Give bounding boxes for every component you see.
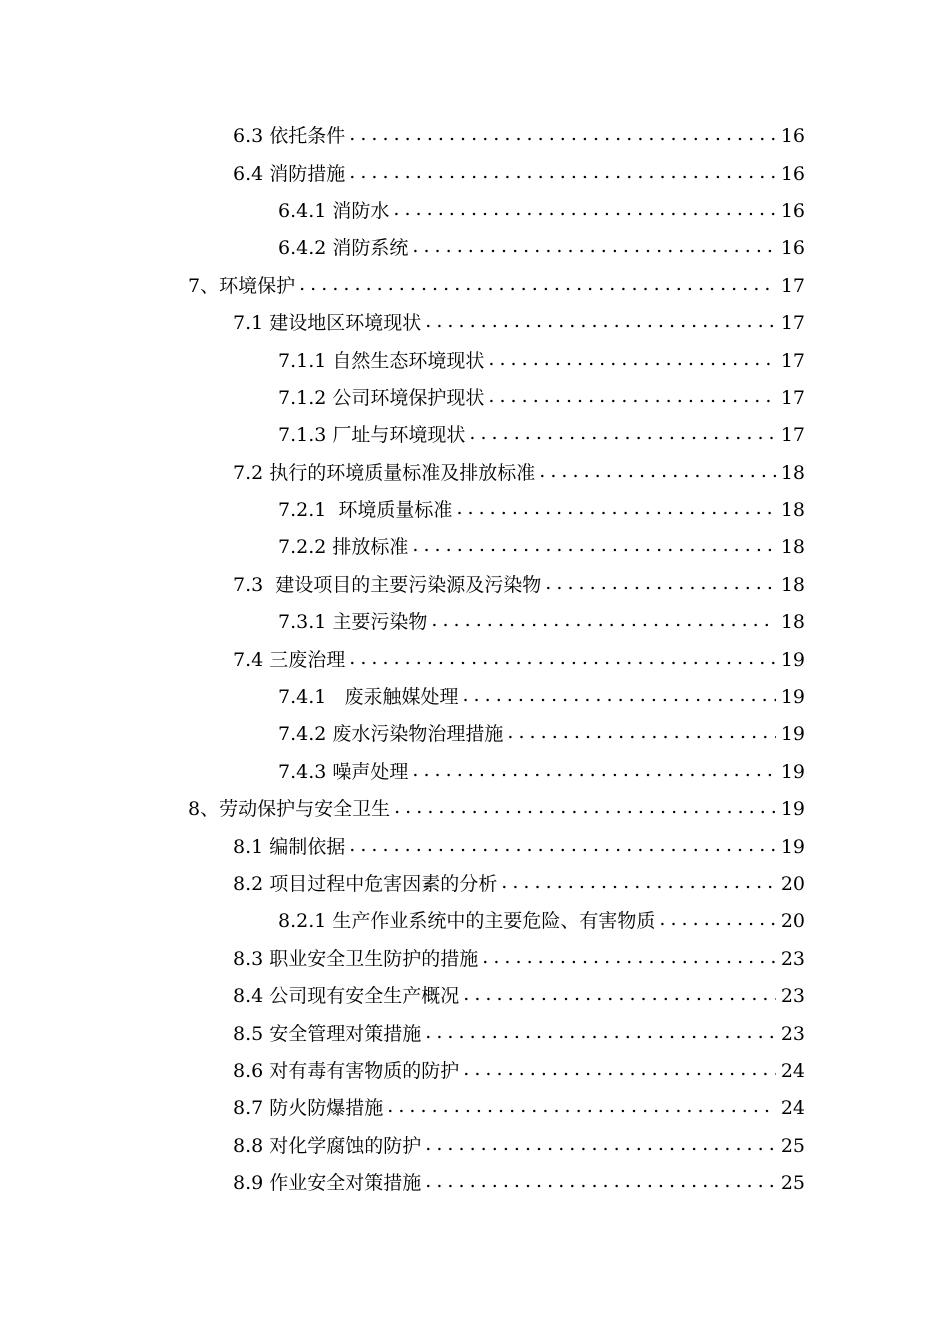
- toc-entry-page-number: 18: [780, 611, 805, 634]
- toc-dot-leader: [412, 239, 776, 258]
- toc-entry-title: 8.1 编制依据: [233, 835, 346, 858]
- toc-entry[interactable]: [0, 193, 950, 230]
- toc-entry[interactable]: [0, 903, 950, 940]
- toc-entry-page-number: 16: [780, 125, 805, 148]
- toc-entry[interactable]: [0, 679, 950, 716]
- toc-entry[interactable]: [0, 941, 950, 978]
- toc-entry-title: 7.2 执行的环境质量标准及排放标准: [233, 461, 536, 484]
- toc-entry-title: 7.4.2 废水污染物治理措施: [278, 723, 504, 746]
- toc-entry-title: 8.3 职业安全卫生防护的措施: [233, 947, 479, 970]
- toc-entry-title: 8.6 对有毒有害物质的防护: [233, 1059, 460, 1082]
- toc-entry-title: 7.2.1 环境质量标准: [278, 499, 453, 522]
- toc-entry-page-number: 18: [780, 461, 805, 484]
- toc-entry[interactable]: [0, 305, 950, 342]
- toc-entry-page-number: 23: [780, 947, 805, 970]
- toc-entry[interactable]: [0, 978, 950, 1015]
- toc-entry-title: 8、劳动保护与安全卫生: [188, 798, 391, 821]
- toc-dot-leader: [501, 875, 776, 894]
- toc-entry[interactable]: [0, 380, 950, 417]
- toc-entry-page-number: 18: [780, 536, 805, 559]
- toc-entry-page-number: 24: [780, 1097, 805, 1120]
- toc-entry-title: 7.4.3 噪声处理: [278, 760, 409, 783]
- toc-dot-leader: [659, 912, 776, 931]
- toc-entry-page-number: 25: [780, 1134, 805, 1157]
- toc-entry[interactable]: [0, 1165, 950, 1202]
- toc-entry[interactable]: [0, 641, 950, 678]
- toc-entry-title: 8.4 公司现有安全生产概况: [233, 985, 460, 1008]
- toc-entry[interactable]: [0, 828, 950, 865]
- toc-entry[interactable]: [0, 1128, 950, 1165]
- toc-entry[interactable]: [0, 866, 950, 903]
- toc-entry-page-number: 17: [780, 349, 805, 372]
- toc-entry-page-number: 17: [780, 386, 805, 409]
- toc-entry[interactable]: [0, 604, 950, 641]
- toc-entry-title: 7.1.3 厂址与环境现状: [278, 424, 466, 447]
- toc-entry-page-number: 17: [780, 312, 805, 335]
- toc-entry[interactable]: [0, 118, 950, 155]
- toc-entry-page-number: 24: [780, 1059, 805, 1082]
- toc-dot-leader: [387, 1099, 776, 1118]
- toc-entry-page-number: 25: [780, 1172, 805, 1195]
- toc-entry[interactable]: [0, 455, 950, 492]
- table-of-contents: [0, 118, 950, 1202]
- toc-entry-title: 7.1.2 公司环境保护现状: [278, 386, 485, 409]
- toc-entry[interactable]: [0, 567, 950, 604]
- toc-entry-page-number: 23: [780, 985, 805, 1008]
- toc-entry[interactable]: [0, 1090, 950, 1127]
- toc-entry-title: 8.9 作业安全对策措施: [233, 1172, 422, 1195]
- toc-entry-title: 7.2.2 排放标准: [278, 536, 409, 559]
- toc-entry[interactable]: [0, 417, 950, 454]
- toc-entry-page-number: 17: [780, 274, 805, 297]
- toc-dot-leader: [456, 501, 776, 520]
- toc-entry-title: 8.8 对化学腐蚀的防护: [233, 1134, 422, 1157]
- toc-dot-leader: [412, 538, 776, 557]
- toc-entry-title: 7、环境保护: [188, 274, 296, 297]
- toc-dot-leader: [425, 1137, 776, 1156]
- toc-dot-leader: [539, 464, 776, 483]
- toc-entry-page-number: 20: [780, 873, 805, 895]
- toc-entry[interactable]: [0, 342, 950, 379]
- toc-entry-title: 7.3 建设项目的主要污染源及污染物: [233, 573, 542, 596]
- toc-dot-leader: [431, 613, 776, 632]
- toc-entry-page-number: 17: [780, 424, 805, 447]
- toc-dot-leader: [349, 165, 776, 184]
- toc-dot-leader: [463, 1062, 776, 1081]
- toc-dot-leader: [425, 1174, 776, 1193]
- toc-dot-leader: [393, 202, 776, 221]
- toc-entry-title: 8.7 防火防爆措施: [233, 1097, 384, 1120]
- toc-entry-title: 6.3 依托条件: [233, 125, 346, 148]
- toc-entry[interactable]: [0, 155, 950, 192]
- toc-entry-title: 7.4.1 废汞触媒处理: [278, 686, 459, 709]
- toc-dot-leader: [394, 800, 776, 819]
- toc-entry[interactable]: [0, 268, 950, 305]
- toc-entry-page-number: 19: [780, 686, 805, 709]
- toc-entry-title: 7.1.1 自然生态环境现状: [278, 349, 485, 372]
- toc-entry-page-number: 16: [780, 237, 805, 260]
- toc-entry-page-number: 16: [780, 162, 805, 185]
- toc-entry-page-number: 16: [780, 199, 805, 222]
- toc-entry-page-number: 19: [780, 798, 805, 821]
- toc-entry[interactable]: [0, 754, 950, 791]
- toc-entry-page-number: 18: [780, 573, 805, 596]
- toc-dot-leader: [463, 987, 776, 1006]
- toc-dot-leader: [469, 426, 776, 445]
- toc-entry[interactable]: [0, 716, 950, 753]
- toc-entry[interactable]: [0, 1015, 950, 1052]
- toc-dot-leader: [462, 688, 776, 707]
- toc-dot-leader: [349, 838, 776, 857]
- toc-entry-page-number: 23: [780, 1022, 805, 1045]
- toc-entry-page-number: 19: [780, 760, 805, 783]
- toc-entry-title: 8.2.1 生产作业系统中的主要危险、有害物质: [278, 910, 656, 933]
- toc-entry-page-number: 18: [780, 499, 805, 522]
- toc-entry-title: 6.4.1 消防水: [278, 199, 390, 222]
- toc-entry-page-number: 19: [780, 723, 805, 746]
- toc-entry-title: 7.3.1 主要污染物: [278, 611, 428, 634]
- toc-dot-leader: [349, 127, 776, 146]
- toc-dot-leader: [545, 576, 776, 595]
- toc-entry[interactable]: [0, 492, 950, 529]
- toc-entry-page-number: 19: [780, 648, 805, 671]
- toc-dot-leader: [349, 651, 776, 670]
- toc-dot-leader: [488, 389, 776, 408]
- toc-dot-leader: [482, 950, 776, 969]
- toc-entry-title: 6.4 消防措施: [233, 162, 346, 185]
- toc-entry[interactable]: [0, 1053, 950, 1090]
- toc-dot-leader: [425, 1025, 776, 1044]
- toc-entry[interactable]: [0, 230, 950, 267]
- toc-entry-title: 7.1 建设地区环境现状: [233, 312, 422, 335]
- toc-entry-page-number: 19: [780, 835, 805, 858]
- toc-entry-title: 8.5 安全管理对策措施: [233, 1022, 422, 1045]
- toc-dot-leader: [425, 314, 776, 333]
- toc-dot-leader: [507, 725, 776, 744]
- toc-dot-leader: [488, 352, 776, 371]
- toc-entry-title: 7.4 三废治理: [233, 648, 346, 671]
- toc-entry[interactable]: [0, 529, 950, 566]
- toc-entry-page-number: 20: [780, 910, 805, 933]
- toc-entry[interactable]: [0, 791, 950, 828]
- toc-entry-title: 8.2 项目过程中危害因素的分析: [233, 873, 498, 895]
- toc-dot-leader: [412, 763, 776, 782]
- toc-dot-leader: [299, 277, 776, 296]
- toc-entry-title: 6.4.2 消防系统: [278, 237, 409, 260]
